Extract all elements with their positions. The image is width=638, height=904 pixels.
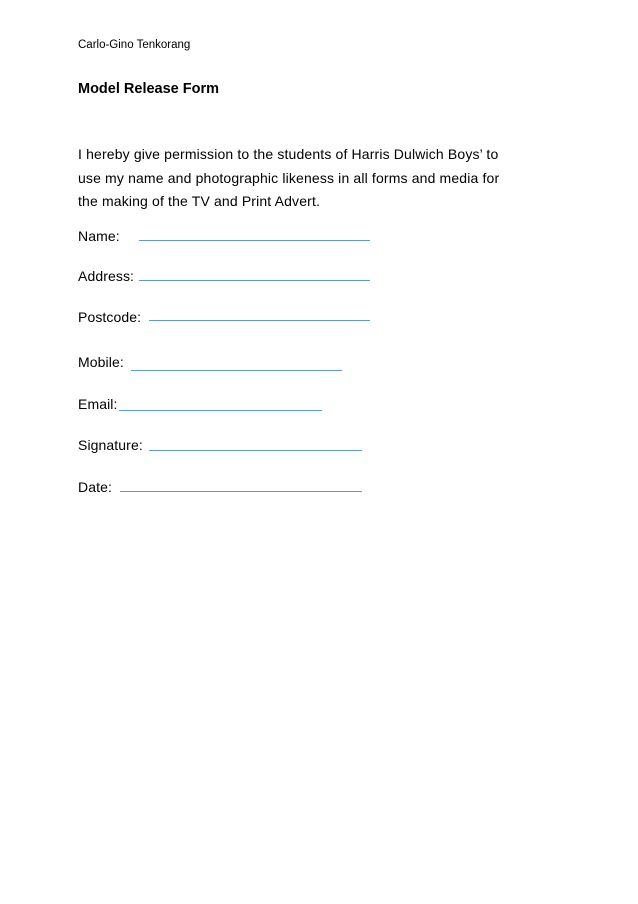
date-field[interactable] bbox=[120, 491, 362, 492]
mobile-label: Mobile: bbox=[78, 354, 124, 370]
header-author: Carlo-Gino Tenkorang bbox=[78, 39, 191, 51]
name-label: Name: bbox=[78, 228, 120, 244]
address-field-row bbox=[78, 267, 378, 287]
mobile-field[interactable] bbox=[131, 370, 342, 371]
name-field-row bbox=[78, 227, 378, 247]
address-field[interactable] bbox=[139, 280, 370, 281]
email-label: Email: bbox=[78, 396, 118, 412]
postcode-field[interactable] bbox=[149, 320, 370, 321]
intro-line: use my name and photographic likeness in all forms and media for bbox=[78, 169, 500, 186]
postcode-field-row bbox=[78, 308, 378, 328]
postcode-label: Postcode: bbox=[78, 309, 142, 325]
document-title: Model Release Form bbox=[78, 81, 220, 97]
address-label: Address: bbox=[78, 268, 135, 284]
date-field-row bbox=[78, 478, 378, 498]
mobile-field-row bbox=[78, 353, 378, 373]
signature-field-row bbox=[78, 436, 378, 456]
signature-field[interactable] bbox=[149, 450, 362, 451]
email-field-row bbox=[78, 395, 378, 415]
email-field[interactable] bbox=[119, 410, 322, 411]
date-label: Date: bbox=[78, 479, 112, 495]
name-field[interactable] bbox=[139, 240, 370, 241]
intro-line: I hereby give permission to the students of Harris Dulwich Boys’ to bbox=[78, 146, 499, 162]
signature-label: Signature: bbox=[78, 437, 143, 453]
intro-paragraph bbox=[78, 143, 548, 214]
intro-line: the making of the TV and Print Advert. bbox=[78, 193, 321, 209]
